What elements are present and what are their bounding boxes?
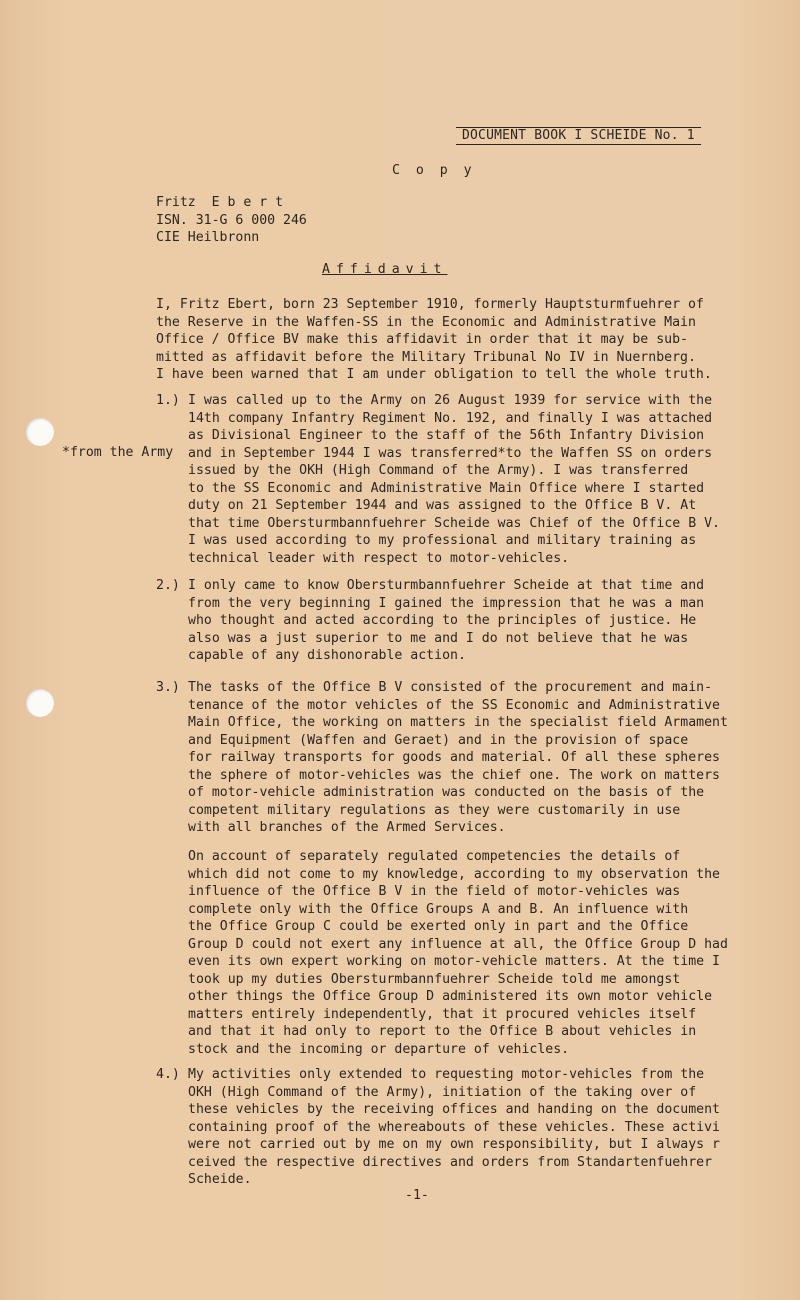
margin-annotation: *from the Army: [62, 445, 174, 460]
paragraph-number: 3.): [156, 680, 180, 695]
paragraph-3: The tasks of the Office B V consisted of the procurement and main- tenance of the motor vehicles of the SS Economic and Administrative Main Office, the working on matters in the specialist field Armament and Equipment (Waffen and Geraet) and in the provision of space for railway transports for goods and material. Of all these spheres the sphere of motor-vehicles was the chief one. The work on matters of motor-vehicle administration was conducted on the basis of the competent military regulations as they were customarily in use with all branches of the Armed Services.: [188, 680, 728, 835]
page-number: -1-: [405, 1188, 429, 1203]
paragraph-4: My activities only extended to requesting motor-vehicles from the OKH (High Command of the Army), initiation of the taking over of these vehicles by the receiving offices and handing on the document containing proof of the whereabouts of these vehicles. These activi were not carried out by me on my own responsibility, but I always r ceived the respective directives and orders from Standartenfuehrer Scheide.: [188, 1067, 720, 1187]
punch-hole-bottom: [26, 689, 54, 717]
paragraph-1: I was called up to the Army on 26 August 1939 for service with the 14th company Infantry Regiment No. 192, and finally I was attached as Divisional Engineer to the staff of the 56th Infantry Division and in September 1944 I was transferred*to the Waffen SS on orders issued by the OKH (High Command of the Army). I was transferred to the SS Economic and Administrative Main Office where I started duty on 21 September 1944 and was assigned to the Office B V. At that time Obersturmbannfuehrer Scheide was Chief of the Office B V. I was used according to my professional and military training as technical leader with respect to motor-vehicles.: [188, 393, 720, 566]
punch-hole-top: [26, 418, 54, 446]
paragraph-number: 2.): [156, 578, 180, 593]
document-reference: DOCUMENT BOOK I SCHEIDE No. 1: [456, 127, 701, 145]
page-title: Affidavit: [322, 262, 448, 277]
copy-label: C o p y: [392, 163, 476, 178]
intro-paragraph: I, Fritz Ebert, born 23 September 1910, formerly Hauptsturmfuehrer of the Reserve in the Waffen-SS in the Economic and Administrative Main Office / Office BV make this affidavit in order that it may be sub- mitted as affidavit before the Military Tribunal No IV in Nuernberg. I have been warned that I am under obligation to tell the whole truth.: [156, 297, 712, 382]
paragraph-3-continued: On account of separately regulated competencies the details of which did not come to my knowledge, according to my observation the influence of the Office B V in the field of motor-vehicles was complete only with the Office Groups A and B. An influence with the Office Group C could be exerted only in part and the Office Group D could not exert any influence at all, the Office Group D had even its own expert working on motor-vehicle matters. At the time I took up my duties Obersturmbannfuehrer Scheide told me amongst other things the Office Group D administered its own motor vehicle matters entirely independently, that it procured vehicles itself and that it had only to report to the Office B about vehicles in stock and the incoming or departure of vehicles.: [188, 849, 728, 1057]
paragraph-number: 4.): [156, 1067, 180, 1082]
paragraph-2: I only came to know Obersturmbannfuehrer Scheide at that time and from the very beginning I gained the impression that he was a man who thought and acted according to the principles of justice. He also was a just superior to me and I do not believe that he was capable of any dishonorable action.: [188, 578, 705, 663]
addressee-block: Fritz E b e r t ISN. 31-G 6 000 246 CIE Heilbronn: [156, 195, 307, 245]
paragraph-number: 1.): [156, 393, 180, 408]
